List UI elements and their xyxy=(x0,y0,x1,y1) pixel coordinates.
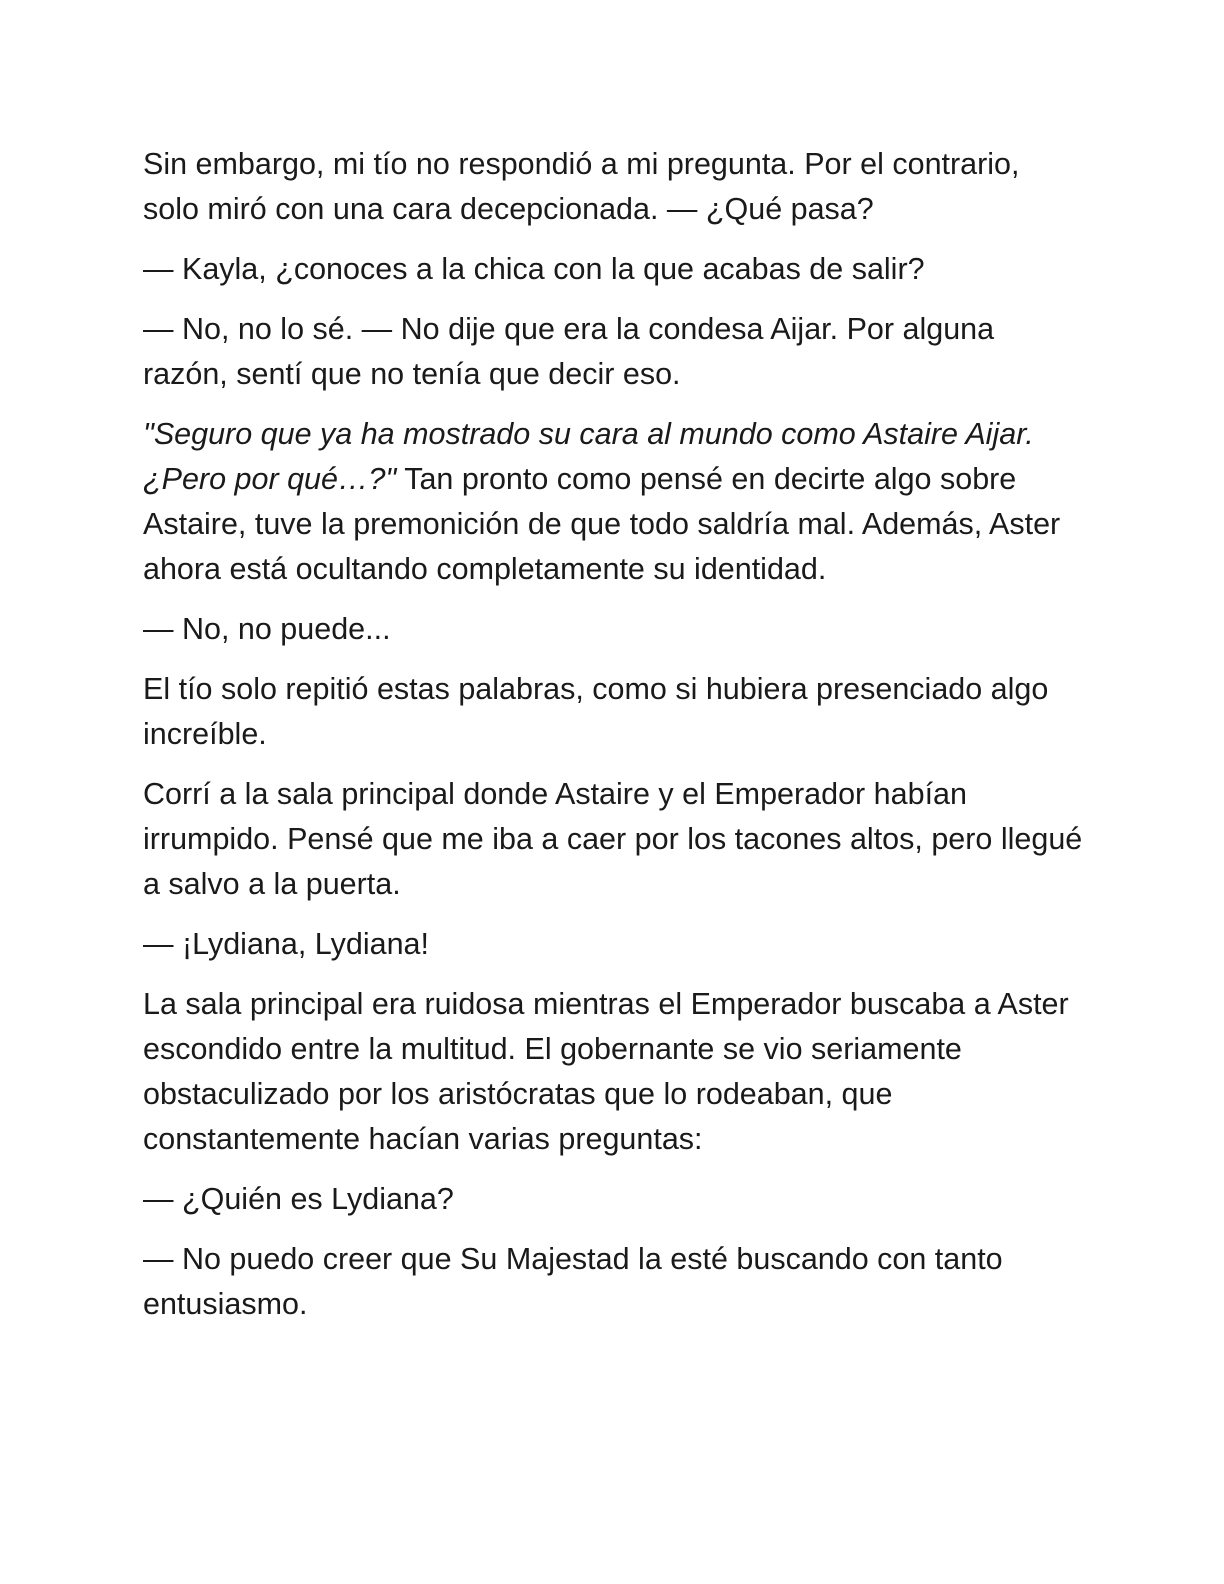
paragraph-6: El tío solo repitió estas palabras, como si hubiera presenciado algo increíble. xyxy=(143,672,1049,751)
paragraph-8: — ¡Lydiana, Lydiana! xyxy=(143,927,429,961)
paragraph-7: Corrí a la sala principal donde Astaire y el Emperador habían irrumpido. Pensé que me iba a caer por los tacones altos, pero llegué a salvo a la puerta. xyxy=(143,777,1083,901)
paragraph-5: — No, no puede... xyxy=(143,612,391,646)
document-page xyxy=(143,142,1083,1342)
paragraph-9: La sala principal era ruidosa mientras el Emperador buscaba a Aster escondido entre la multitud. El gobernante se vio seriamente obstaculizado por los aristócratas que lo rodeaban, que constantemente hacían varias preguntas: xyxy=(143,987,1069,1156)
paragraph-11: — No puedo creer que Su Majestad la esté buscando con tanto entusiasmo. xyxy=(143,1242,1003,1321)
paragraph-2: — Kayla, ¿conoces a la chica con la que acabas de salir? xyxy=(143,252,925,286)
paragraph-10: — ¿Quién es Lydiana? xyxy=(143,1182,454,1216)
paragraph-4-text: Tan pronto como pensé en decirte algo sobre Astaire, tuve la premonición de que todo saldría mal. Además, Aster ahora está ocultando completamente su identidad. xyxy=(143,462,1061,586)
paragraph-4 xyxy=(143,412,1083,592)
paragraph-1: Sin embargo, mi tío no respondió a mi pregunta. Por el contrario, solo miró con una cara decepcionada. — ¿Qué pasa? xyxy=(143,147,1020,226)
paragraph-3: — No, no lo sé. — No dije que era la condesa Aijar. Por alguna razón, sentí que no tenía que decir eso. xyxy=(143,312,995,391)
paragraph-4-italic-quote: "Seguro que ya ha mostrado su cara al mundo como Astaire Aijar. ¿Pero por qué…?" xyxy=(143,417,1034,496)
